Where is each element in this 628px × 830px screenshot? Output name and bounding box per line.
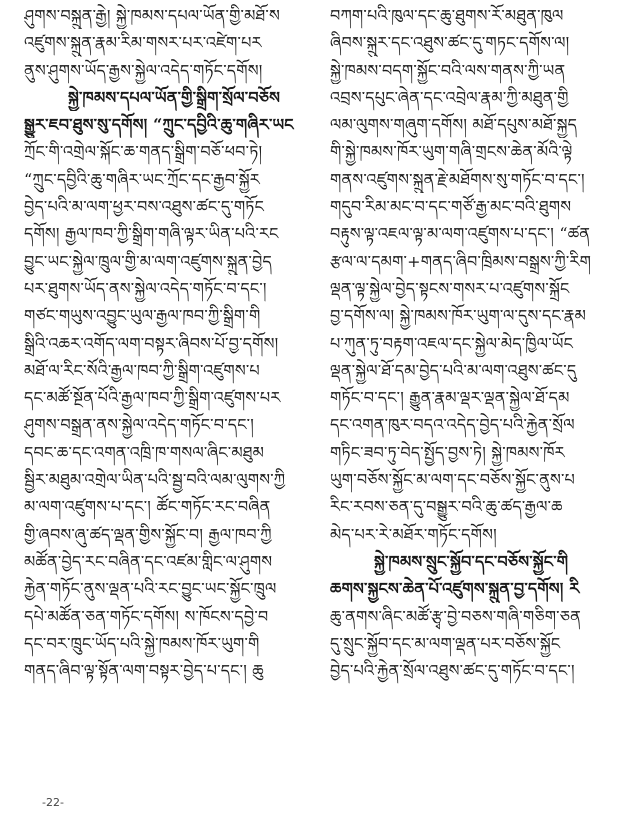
text-line: སྒྱུར་ཇབ་ཐུས་སུ་དགོས། “ཀྲུང་དབྱིའི་ཆུ་གཞིར་ཡང xyxy=(24,115,294,135)
text-line: སྐྱེ་ཁམས་དཔལ་ཡོན་གྱི་སྒྲིག་སྲོལ་བཅོས xyxy=(68,87,281,107)
text-line: ལྡན་སྐྱེལ་ཐོ་དམ་བྱེད་པའི་མ་ལག་འཐུས་ཚང་དུ xyxy=(330,360,577,380)
text-line: གི་སྐྱེ་ཁམས་ཁོར་ཡུག་གཞི་གྲངས་ཆེན་མོའི་ལྟེ xyxy=(330,142,573,162)
text-line: ཆགས་སྐྱངས་ཆེན་པོ་འཛུགས་སྐྲུན་བྱ་དགོས། རི xyxy=(330,579,580,599)
text-line: “ཀྲུང་དབྱིའི་ཆུ་གཞིར་ཡང་ཀྲོང་དང་རྒྱབ་སྐྱོར xyxy=(24,169,260,189)
right-text-column xyxy=(330,2,606,684)
text-line: སྐྱེ་ཁམས་སྲུང་སྐྱོབ་དང་བཅོས་སྐྱོང་གི xyxy=(374,551,569,571)
text-line: མེད་པར་རེ་མཐོར་གཏོང་དགོས། xyxy=(330,524,497,544)
text-line: སྦྱིར་མཐུམ་འགྲེལ་ཡིན་པའི་སྦྱ་བའི་ལམ་ལུགས་ཀྱི xyxy=(24,470,286,490)
text-line: སྒྲིའི་འཆར་འགོད་ལག་བསྟར་ཞིབས་པོ་བྱ་དགོས། xyxy=(24,333,279,353)
text-line: རྐྱེན་གཏོང་ནུས་ལྡན་པའི་རང་བྱུང་ཡང་སྐྱོང་ཁྲུལ xyxy=(24,579,277,599)
text-line: རིང་རབས་ཅན་དུ་བསྒྱུར་བའི་ཆུ་ཚད་རྒྱལ་ཆ xyxy=(330,497,563,517)
text-line: མཚོན་བྱེད་རང་བཞིན་དང་འཛམ་གླིང་ལ་ཤུགས xyxy=(24,551,273,571)
text-line: མཐོ་ལ་རིང་སོའི་རྒྱལ་ཁབ་ཀྱི་སྒྲིག་འཛུགས་པ xyxy=(24,360,260,380)
text-line: པ་ཀུན་ཏུ་བརྟག་འཇལ་དང་སྐྱེལ་མེད་ཁྱིལ་ཡོང xyxy=(330,333,574,353)
text-line: ཆུ་ནགས་ཞིང་མཚོ་རྩྭ་བྱེ་བཅས་གཞི་གཅིག་ཅན xyxy=(330,606,581,626)
text-line: བཀག་པའི་ཁུལ་དང་ཆུ་ཐུགས་རོ་མཐུན་ཁུལ xyxy=(330,6,564,25)
text-line: གནད་ཞིབ་ལྟ་སྟོན་ལག་བསྟར་བྱེད་པ་དང་། ཆུ xyxy=(24,661,264,681)
text-line: ཀྲོང་གི་འགྲེལ་སྐོང་ཆ་གནད་སྒྲིག་བཅོ་ཕབ་ཏེ། xyxy=(24,142,263,162)
text-line: ལྡན་ལྟ་སྐྱེལ་བྱེད་སྟངས་གསར་པ་འཛུགས་སྐྲོང xyxy=(330,278,570,298)
text-line: ཞིབས་སྐྲུར་དང་འཐུས་ཚང་དུ་གཏང་དགོས་ལ། xyxy=(330,33,570,53)
text-line: གཏོང་བ་དང་། རྒྱུན་རྣམ་ལྡར་ལྡན་སྐྱེལ་ཐོ་དམ xyxy=(330,388,570,408)
text-line: དུ་སྲུང་སྐྱོབ་དང་མ་ལག་ལྡན་པར་བཅོས་སྐྱོང xyxy=(330,633,561,653)
text-line: འབྲས་དཔུང་ཞེན་དང་འབྲེལ་རྣམ་ཀྱི་མཐུན་གྱི xyxy=(330,87,569,107)
text-line: བརྟུས་ལྟ་འཇལ་ལྟ་མ་ལག་འཛུགས་པ་དང་། “ཚན xyxy=(330,224,591,244)
text-line: ཤུགས་བསྒྲན་ནས་སྐྱེལ་འདེད་གཏོང་བ་དང་། xyxy=(24,415,254,435)
text-line: དང་བར་ཁྲུང་ཡོད་པའི་སྐྱེ་ཁམས་ཁོར་ཡུག་གི xyxy=(24,633,260,653)
page-number: -22- xyxy=(42,796,64,809)
left-text-column xyxy=(24,2,300,684)
text-line: བྱ་དགོས་ལ། སྐྱེ་ཁམས་ཁོར་ཡུག་ལ་དུས་དང་རྣམ xyxy=(330,306,587,326)
text-line: དབང་ཆ་དང་འགན་འཁྲི་ཁ་གསལ་ཞིང་མཐུམ xyxy=(24,442,265,462)
text-line: པར་ཐུགས་ཡོད་ནས་སྐྱེལ་འདེད་གཏོང་བ་དང་། xyxy=(24,278,267,298)
text-line: བྱེད་པའི་རྐྱེན་སྲོལ་འཐུས་ཚང་དུ་གཏོང་བ་དང་། xyxy=(330,661,575,681)
text-line: བྱེད་པའི་མ་ལག་ཕྱར་བས་འཐུས་ཚང་དུ་གཏོང xyxy=(24,197,265,217)
text-line: གཙང་གཡུས་འབྱུང་ཡུལ་རྒྱལ་ཁབ་ཀྱི་སྒྲིག་གི xyxy=(24,306,261,326)
text-line: དང་འགན་ཁུར་བདའ་འདེད་བྱེད་པའི་རྐྱེན་སྲོལ xyxy=(330,415,575,435)
text-line: སྐྱེ་ཁམས་བདག་སྐྱོང་བའི་ལས་གནས་ཀྱི་ཡན xyxy=(330,60,566,80)
text-line: རྩལ་ལ་དམག་+གནད་ཞིབ་ཁྲིམས་བསྒྲས་ཀྱི་རིག xyxy=(330,251,592,271)
text-line: བྱུང་ཡང་སྐྱེལ་ཁྲུལ་གྱི་མ་ལག་འཛུགས་སྐྲུན་བྱེད xyxy=(24,251,272,271)
text-line: དགོས། རྒྱལ་ཁབ་ཀྱི་སྒྲིག་གཞི་ལྟར་ཡིན་པའི་རང xyxy=(24,224,279,244)
text-line: ཡུག་བཅོས་སྐྱོང་མ་ལག་དང་བཅོས་སྐྱོང་ནུས་པ xyxy=(330,470,575,490)
text-line: ཤུགས་བསྐྲུན་རྒྱེ། སྐྱེ་ཁམས་དཔལ་ཡོན་གྱི་མཐོ་ས xyxy=(24,6,280,25)
text-line: གྱི་ཞབས་ཞུ་ཚད་ལྡན་གྱིས་སྐྱོང་བ། རྒྱལ་ཁབ་ཀྱི xyxy=(24,524,272,544)
text-line: གཏིང་ཟབ་ཏུ་བེད་སྤྱོད་བྱས་ཏེ། སྐྱེ་ཁམས་ཁོར xyxy=(330,442,565,462)
text-line: གདུབ་རིམ་མང་བ་དང་གཙོ་རྒྱ་མང་བའི་ཐུགས xyxy=(330,197,572,217)
text-line: ནུས་ཤུགས་ཡོད་རྒྱས་སྐྱེལ་འདེད་གཏོང་དགོས། xyxy=(24,60,263,80)
text-line: དཔེ་མཚོན་ཅན་གཏོང་དགོས། ས་ཁོངས་དབྱེ་བ xyxy=(24,606,269,626)
text-line: མ་ལག་འཛུགས་པ་དང་། ཚོང་གཏོང་རང་བཞིན xyxy=(24,497,271,517)
text-line: འཛུགས་སྐྲུན་རྣམ་རིམ་གསར་པར་འཛེག་པར xyxy=(24,33,262,53)
text-line: ལམ་ལུགས་གཞུག་དགོས། མཐོ་དཔུས་མཐོ་སྐྱད xyxy=(330,115,578,135)
text-line: དང་མཚོ་སྔོན་པོའི་རྒྱལ་ཁབ་ཀྱི་སྒྲིག་འཛུགས་པར xyxy=(24,388,281,408)
text-line: གནས་འཛུགས་སྐྲུན་རྗེ་མཐོགས་སུ་གཏོང་བ་དང་། xyxy=(330,169,585,189)
